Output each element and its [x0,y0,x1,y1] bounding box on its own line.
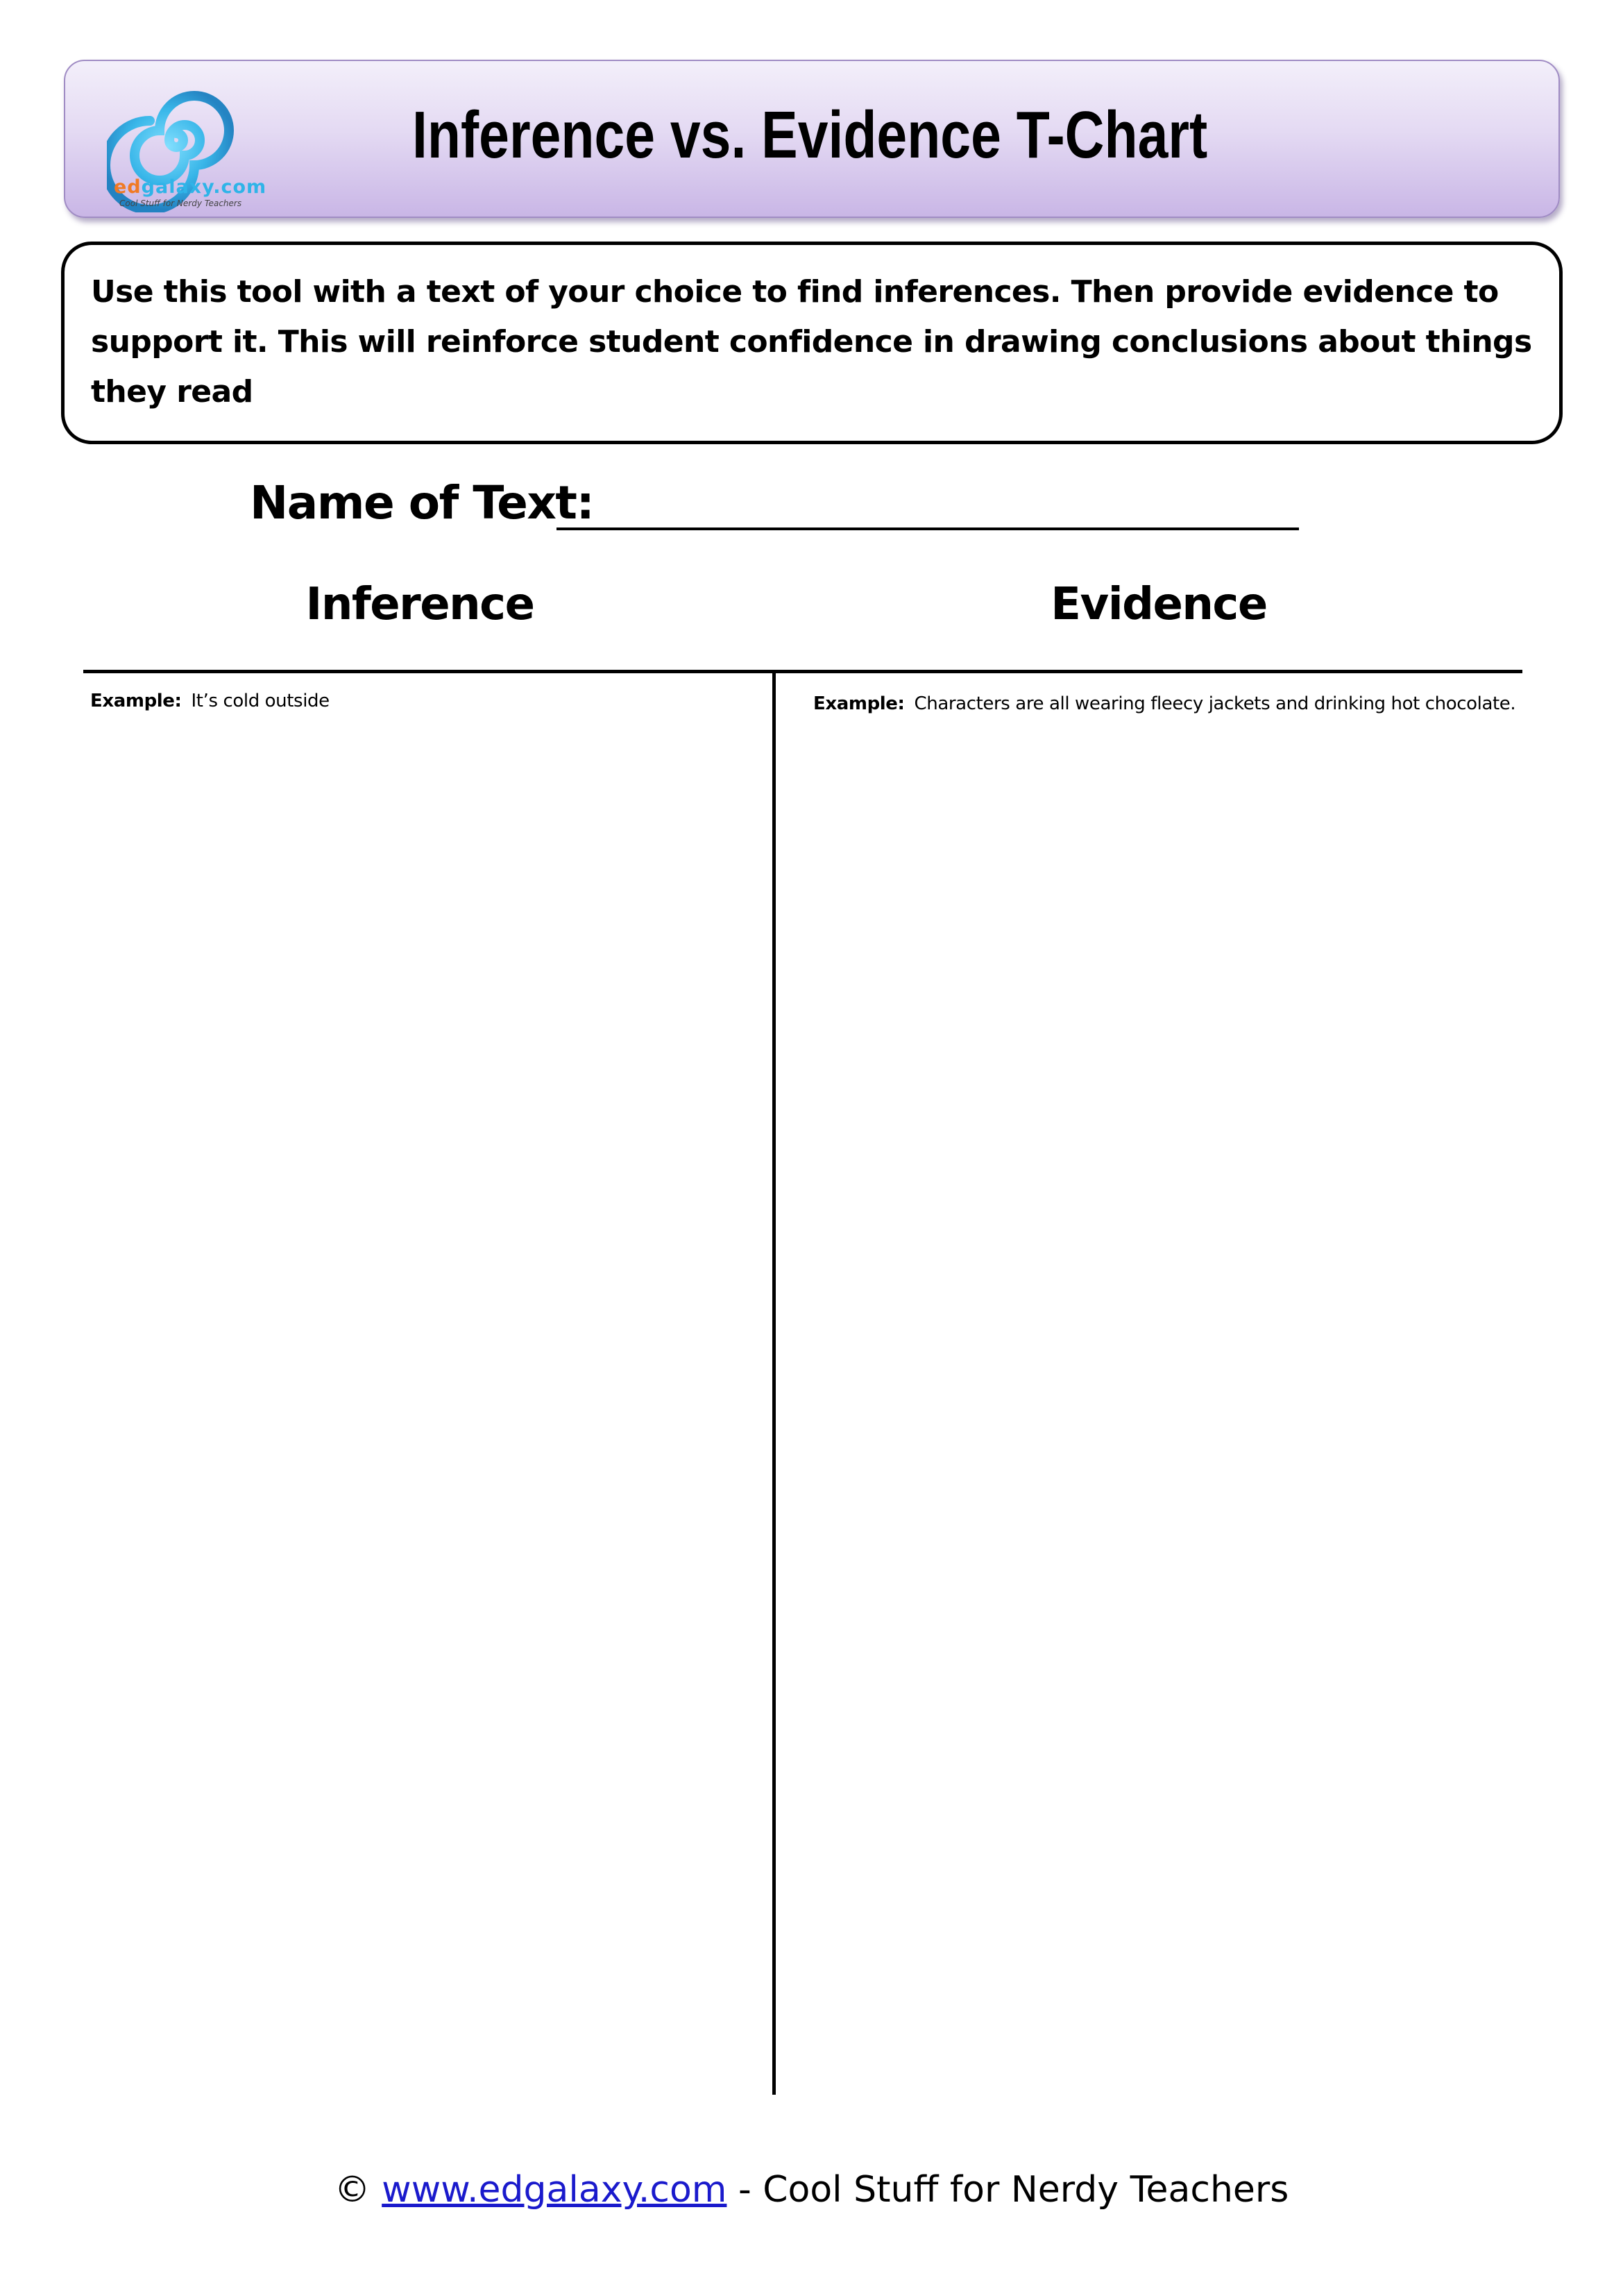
t-chart-horizontal-line [83,670,1522,673]
inference-example-label: Example: [90,691,182,711]
evidence-example-text: Characters are all wearing fleecy jackets and drinking hot chocolate. [914,693,1516,714]
inference-example [90,689,330,714]
logo-tagline: Cool Stuff for Nerdy Teachers [119,199,242,208]
t-chart-vertical-line [772,672,776,2095]
instructions-text: Use this tool with a text of your choice to find inferences. Then provide evidence to support it. This will reinforce student confidence in drawing conclusions about things they read [91,274,1532,410]
evidence-heading: Evidence [1051,579,1267,630]
inference-example-text: It’s cold outside [191,691,330,711]
evidence-example-label: Example: [813,693,905,714]
inference-heading: Inference [305,579,534,630]
footer-website-link[interactable]: www.edgalaxy.com [382,2169,727,2211]
footer [0,2166,1623,2214]
page-title: Inference vs. Evidence T-Chart [412,98,1208,172]
logo-wordmark: edgalaxy.com [114,176,267,198]
footer-tagline: - Cool Stuff for Nerdy Teachers [738,2169,1289,2211]
copyright-symbol: © [334,2169,371,2211]
name-of-text-line[interactable] [556,527,1299,530]
evidence-example [813,691,1515,716]
instructions-box [61,242,1563,444]
header-banner [64,60,1560,218]
name-of-text-label: Name of Text: [250,476,594,530]
